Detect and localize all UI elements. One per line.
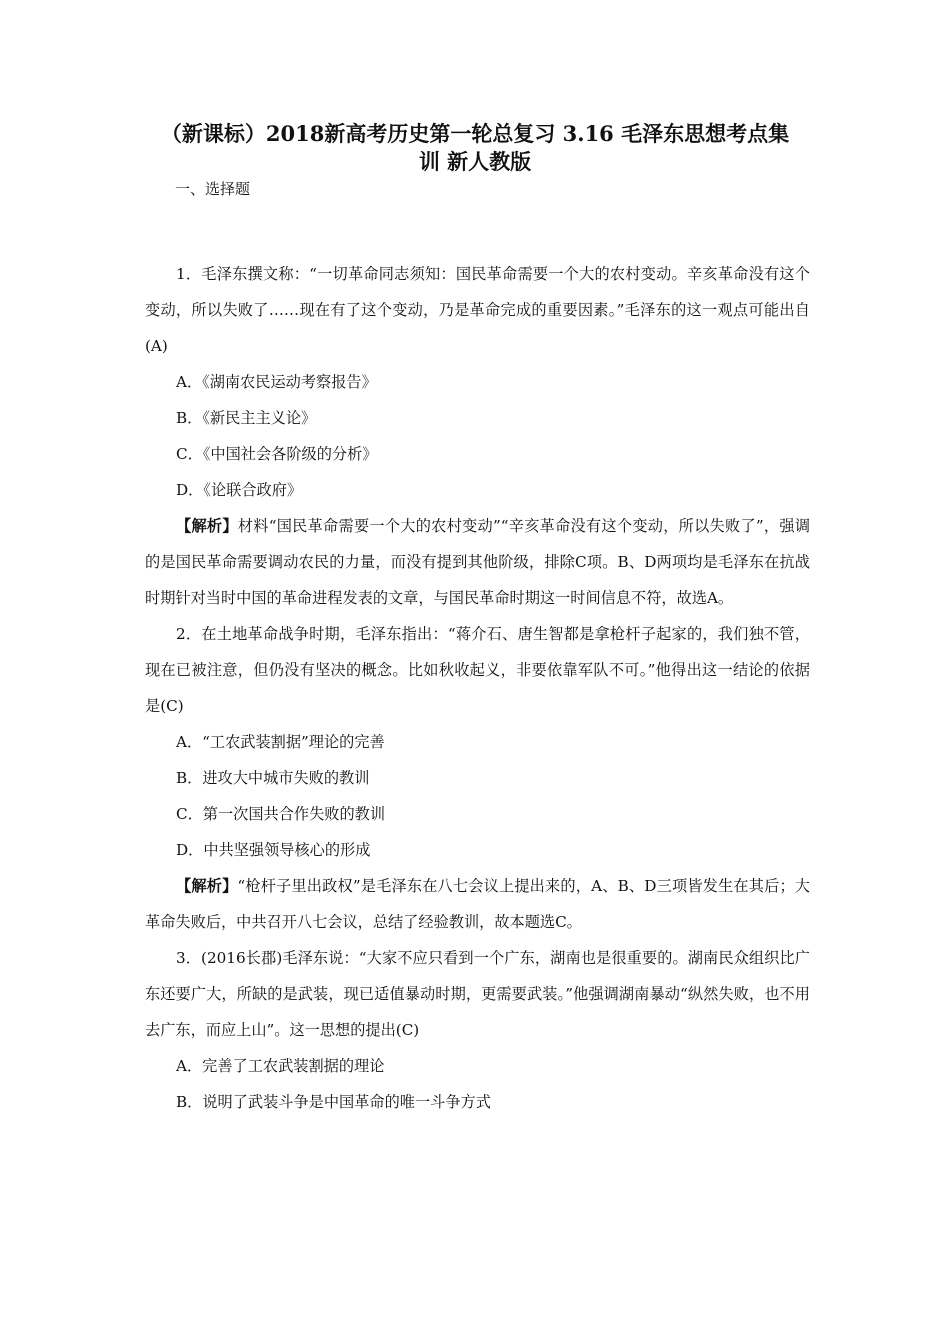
title-line-1: （新课标）2018新高考历史第一轮总复习 3.16 毛泽东思想考点集 (160, 121, 790, 146)
q1-option-c: C．《中国社会各阶级的分析》 (176, 445, 378, 463)
question-1: 1．毛泽东撰文称：“一切革命同志须知：国民革命需要一个大的农村变动。辛亥革命没有这个变动，所以失败了……现在有了这个变动，乃是革命完成的重要因素。”毛泽东的这一观点可能出自(A) (145, 265, 810, 355)
q3-option-a: A．完善了工农武装割据的理论 (176, 1057, 385, 1075)
q2-analysis-label: 【解析】 (176, 877, 238, 895)
q3-option-b: B．说明了武装斗争是中国革命的唯一斗争方式 (176, 1093, 491, 1111)
q2-analysis (145, 868, 810, 940)
q1-option-d: D．《论联合政府》 (176, 481, 303, 499)
section-heading: 一、选择题 (175, 180, 251, 198)
question-3: 3．(2016长郡)毛泽东说：“大家不应只看到一个广东，湖南也是很重要的。湖南民众组织比广东还要广大，所缺的是武装，现已适值暴动时期，更需要武装。”他强调湖南暴动“纵然失败，也不用去广东，而应上山”。这一思想的提出(C) (145, 949, 810, 1039)
q2-option-c: C．第一次国共合作失败的教训 (176, 805, 386, 823)
question-2: 2．在土地革命战争时期，毛泽东指出：“蒋介石、唐生智都是拿枪杆子起家的，我们独不管，现在已被注意，但仍没有坚决的概念。比如秋收起义，非要依靠军队不可。”他得出这一结论的依据是(C) (145, 625, 810, 715)
title-line-2: 训 新人教版 (418, 149, 532, 174)
q1-analysis-text: 材料“国民革命需要一个大的农村变动”“辛亥革命没有这个变动，所以失败了”，强调的是国民革命需要调动农民的力量，而没有提到其他阶级，排除C项。B、D两项均是毛泽东在抗战时期针对当时中国的革命进程发表的文章，与国民革命时期这一时间信息不符，故选A。 (145, 517, 811, 607)
q1-analysis-label: 【解析】 (176, 517, 238, 535)
q2-option-b: B．进攻大中城市失败的教训 (176, 769, 370, 787)
q2-option-d: D．中共坚强领导核心的形成 (176, 841, 371, 859)
q2-option-a: A．“工农武装割据”理论的完善 (176, 733, 385, 751)
q1-option-a: A．《湖南农民运动考察报告》 (176, 373, 377, 391)
q1-analysis (145, 508, 810, 616)
document-title (140, 120, 810, 176)
q1-option-b: B．《新民主主义论》 (176, 409, 317, 427)
q2-analysis-text: “枪杆子里出政权”是毛泽东在八七会议上提出来的，A、B、D三项皆发生在其后；大革命失败后，中共召开八七会议，总结了经验教训，故本题选C。 (145, 877, 810, 931)
document-body (145, 256, 810, 1120)
